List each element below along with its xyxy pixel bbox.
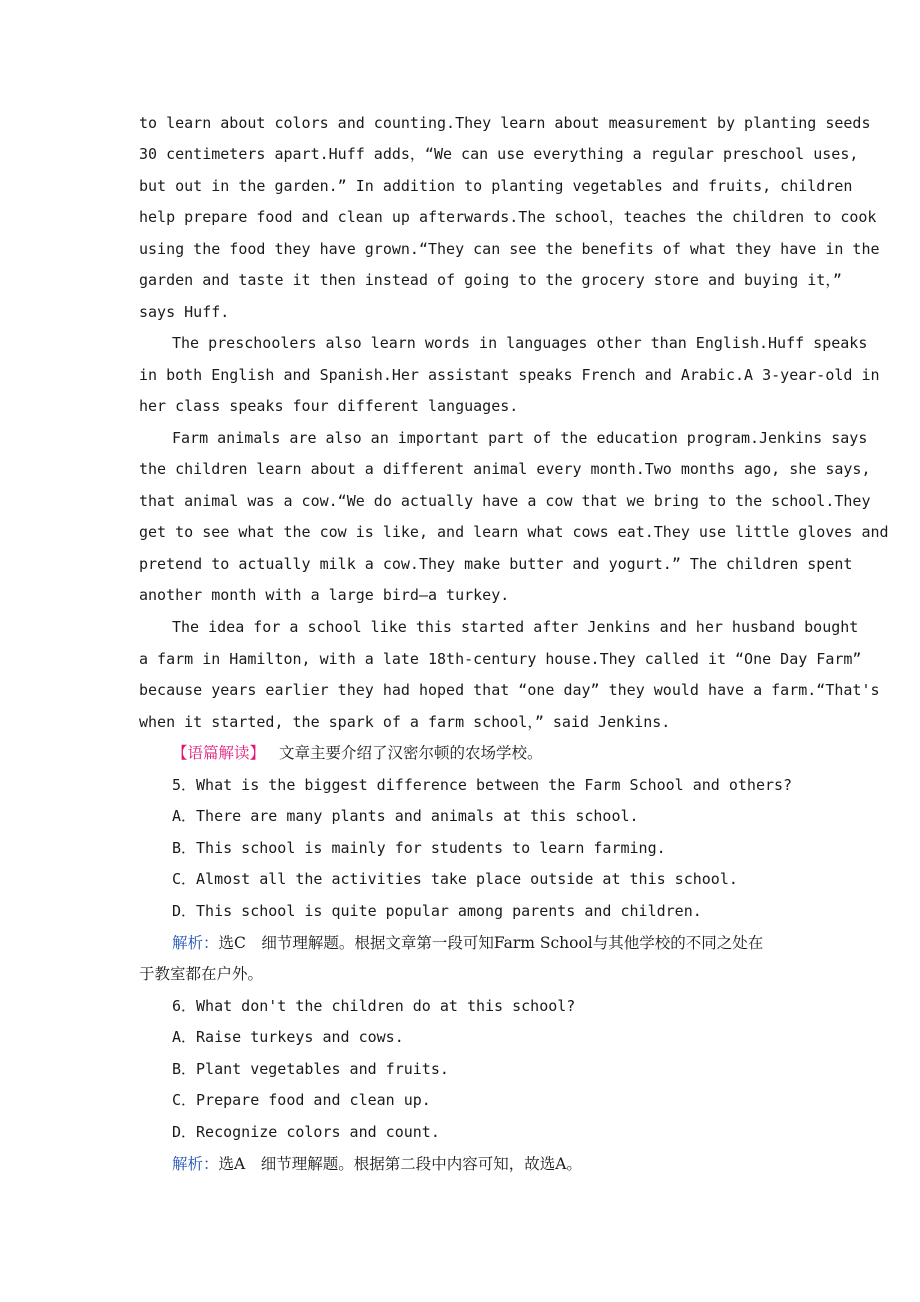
discourse-analysis-text: 文章主要介绍了汉密尔顿的农场学校。: [279, 744, 543, 762]
passage-p1-line-3: but out in the garden.” In addition to planting vegetables and fruits, children: [139, 177, 853, 195]
passage-p1-line-2: 30 centimeters apart.Huff adds，“We can use everything a regular preschool uses,: [139, 145, 859, 163]
question-6-option-d: D．Recognize colors and count.: [172, 1123, 440, 1141]
question-6-stem: 6．What don't the children do at this school?: [172, 997, 576, 1015]
question-6-explanation-label: 解析：: [172, 1155, 219, 1173]
question-5-option-d: D．This school is quite popular among parents and children.: [172, 902, 702, 920]
question-6-explanation: [172, 1154, 582, 1174]
passage-p3-line-6: another month with a large bird—a turkey.: [139, 586, 510, 604]
passage-p4-line-3: because years earlier they had hoped that “one day” they would have a farm.“That's: [139, 681, 880, 699]
passage-p2-line-3: her class speaks four different languages.: [139, 397, 519, 415]
question-6-option-a: A．Raise turkeys and cows.: [172, 1028, 404, 1046]
question-5-option-a: A．There are many plants and animals at this school.: [172, 807, 639, 825]
passage-p1-line-5: using the food they have grown.“They can see the benefits of what they have in the: [139, 240, 880, 258]
question-5-explanation-label: 解析：: [172, 934, 219, 952]
question-5-explanation-line-2: 于教室都在户外。: [139, 965, 264, 983]
passage-p1-line-7: says Huff.: [139, 303, 230, 321]
passage-p4-line-4: when it started, the spark of a farm school，” said Jenkins.: [139, 713, 671, 731]
passage-p2-line-1: The preschoolers also learn words in languages other than English.Huff speaks: [172, 334, 868, 352]
passage-p3-line-5: pretend to actually milk a cow.They make butter and yogurt.” The children spent: [139, 555, 853, 573]
question-5-explanation-line-1: 选C 细节理解题。根据文章第一段可知Farm School与其他学校的不同之处在: [218, 934, 764, 952]
passage-p1-line-6: garden and taste it then instead of going to the grocery store and buying it，”: [139, 271, 842, 289]
question-6-option-b: B．Plant vegetables and fruits.: [172, 1060, 449, 1078]
passage-p1-line-4: help prepare food and clean up afterwards.The school，teaches the children to cook: [139, 208, 877, 226]
question-5-option-b: B．This school is mainly for students to learn farming.: [172, 839, 666, 857]
question-5-stem: 5．What is the biggest difference between the Farm School and others?: [172, 776, 793, 794]
passage-p1-line-1: to learn about colors and counting.They learn about measurement by planting seeds: [139, 114, 871, 132]
discourse-analysis-tag: 【语篇解读】: [172, 744, 266, 762]
question-5-explanation: [172, 933, 763, 953]
passage-p3-line-3: that animal was a cow.“We do actually have a cow that we bring to the school.They: [139, 492, 871, 510]
passage-p3-line-4: get to see what the cow is like, and learn what cows eat.They use little gloves and: [139, 523, 889, 541]
question-5-option-c: C．Almost all the activities take place outside at this school.: [172, 870, 738, 888]
passage-p4-line-2: a farm in Hamilton, with a late 18th-century house.They called it “One Day Farm”: [139, 650, 862, 668]
passage-p2-line-2: in both English and Spanish.Her assistant speaks French and Arabic.A 3-year-old in: [139, 366, 880, 384]
discourse-analysis: [172, 743, 543, 763]
passage-p3-line-1: Farm animals are also an important part of the education program.Jenkins says: [172, 429, 868, 447]
question-6-explanation-line-1: 选A 细节理解题。根据第二段中内容可知，故选A。: [218, 1155, 582, 1173]
passage-p3-line-2: the children learn about a different animal every month.Two months ago, she says,: [139, 460, 871, 478]
passage-p4-line-1: The idea for a school like this started after Jenkins and her husband bought: [172, 618, 859, 636]
question-6-option-c: C．Prepare food and clean up.: [172, 1091, 431, 1109]
